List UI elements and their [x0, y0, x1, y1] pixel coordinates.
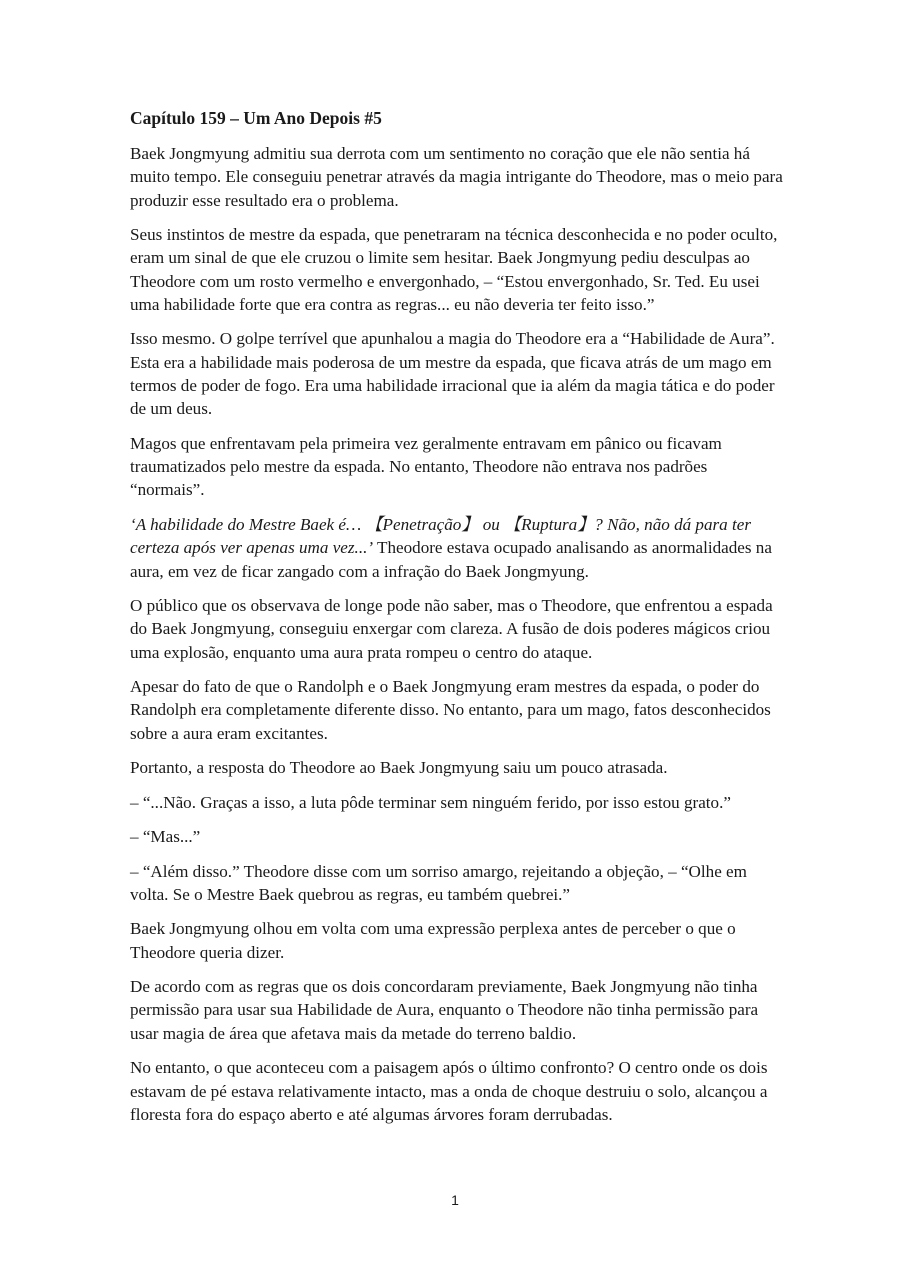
dialogue-line-3: – “Além disso.” Theodore disse com um sorriso amargo, rejeitando a objeção, – “Olhe em volta. Se o Mestre Baek quebrou as regras, eu também quebrei.” — [130, 861, 747, 904]
paragraph-7: Apesar do fato de que o Randolph e o Baek Jongmyung eram mestres da espada, o poder do Randolph era completamente diferente disso. No entanto, para um mago, fatos desconhecidos sobre a aura eram excitantes. — [130, 677, 771, 743]
document-body — [130, 107, 785, 1137]
paragraph-10: De acordo com as regras que os dois concordaram previamente, Baek Jongmyung não tinha permissão para usar sua Habilidade de Aura, enquanto o Theodore não tinha permissão para usar magia de área que afetava mais da metade do terreno baldio. — [130, 977, 759, 1043]
page-number: 1 — [451, 1192, 459, 1208]
paragraph-9: Baek Jongmyung olhou em volta com uma expressão perplexa antes de perceber o que o Theodore queria dizer. — [130, 919, 736, 962]
inner-thought-italic: ‘A habilidade do Mestre Baek é… 【Penetração】 ou 【Ruptura】? Não, não dá para ter certeza após ver apenas uma vez...’ — [130, 514, 751, 558]
paragraph-8: Portanto, a resposta do Theodore ao Baek Jongmyung saiu um pouco atrasada. — [130, 758, 668, 778]
paragraph-5-continuation: Theodore estava ocupado analisando as anormalidades na aura, em vez de ficar zangado com a infração do Baek Jongmyung. — [130, 538, 772, 581]
paragraph-6: O público que os observava de longe pode não saber, mas o Theodore, que enfrentou a espada do Baek Jongmyung, conseguiu enxergar com clareza. A fusão de dois poderes mágicos criou uma explosão, enquanto uma aura prata rompeu o centro do ataque. — [130, 595, 773, 662]
paragraph-1: Baek Jongmyung admitiu sua derrota com um sentimento no coração que ele não sentia há muito tempo. Ele conseguiu penetrar através da magia intrigante do Theodore, mas o meio para produzir esse resultado era o problema. — [130, 144, 783, 210]
paragraph-2: Seus instintos de mestre da espada, que penetraram na técnica desconhecida e no poder oculto, eram um sinal de que ele cruzou o limite sem hesitar. Baek Jongmyung pediu desculpas ao Theodore com um rosto vermelho e envergonhado, – “Estou envergonhado, Sr. Ted. Eu usei uma habilidade forte que era contra as regras... eu não deveria ter feito isso.” — [130, 225, 778, 314]
dialogue-line-2: – “Mas...” — [130, 827, 201, 847]
paragraph-5 — [130, 513, 785, 583]
paragraph-3: Isso mesmo. O golpe terrível que apunhalou a magia do Theodore era a “Habilidade de Aura”. Esta era a habilidade mais poderosa de um mestre da espada, que ficava atrás de um mago em termos de poder de fogo. Era uma habilidade irracional que ia além da magia tática e do poder de um deus. — [130, 329, 775, 419]
paragraph-4: Magos que enfrentavam pela primeira vez geralmente entravam em pânico ou ficavam traumatizados pelo mestre da espada. No entanto, Theodore não entrava nos padrões “normais”. — [130, 433, 722, 500]
dialogue-line-1: – “...Não. Graças a isso, a luta pôde terminar sem ninguém ferido, por isso estou grato.” — [130, 792, 731, 812]
chapter-title: Capítulo 159 – Um Ano Depois #5 — [130, 108, 382, 128]
paragraph-11: No entanto, o que aconteceu com a paisagem após o último confronto? O centro onde os dois estavam de pé estava relativamente intacto, mas a onda de choque destruiu o solo, alcançou a floresta fora do espaço aberto e até algumas árvores foram derrubadas. — [130, 1058, 768, 1124]
